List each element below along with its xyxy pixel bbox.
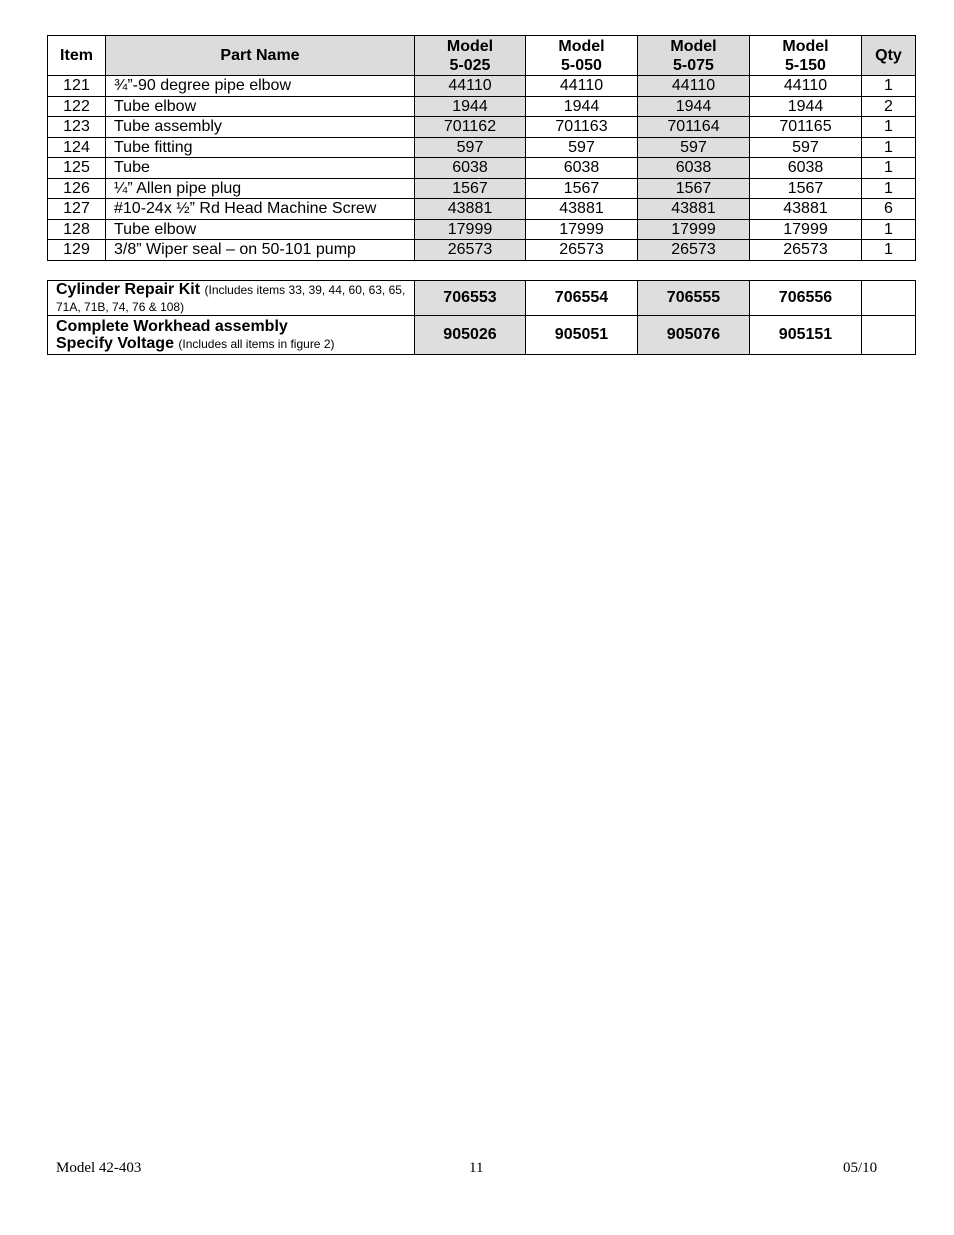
kit-model-1: 706553 xyxy=(415,281,526,316)
cell-model-2: 1567 xyxy=(526,178,638,199)
cell-qty: 1 xyxy=(862,219,916,240)
cell-model-2: 26573 xyxy=(526,240,638,261)
kit-model-3: 706555 xyxy=(638,281,750,316)
cell-item: 124 xyxy=(48,137,106,158)
kits-table xyxy=(47,280,916,355)
cell-model-3: 17999 xyxy=(638,219,750,240)
cell-model-3: 43881 xyxy=(638,199,750,220)
cell-item: 129 xyxy=(48,240,106,261)
cell-model-2: 44110 xyxy=(526,76,638,97)
cell-model-4: 26573 xyxy=(750,240,862,261)
kit-note: (Includes all items in figure 2) xyxy=(178,337,335,351)
cell-model-1: 597 xyxy=(415,137,526,158)
header-part-name: Part Name xyxy=(106,36,415,76)
cell-model-1: 1567 xyxy=(415,178,526,199)
cell-part-name: ¾”-90 degree pipe elbow xyxy=(106,76,415,97)
cell-part-name: Tube elbow xyxy=(106,219,415,240)
cell-qty: 1 xyxy=(862,158,916,179)
cell-model-3: 597 xyxy=(638,137,750,158)
cell-item: 127 xyxy=(48,199,106,220)
cell-model-2: 43881 xyxy=(526,199,638,220)
cell-qty: 2 xyxy=(862,96,916,117)
cell-model-1: 6038 xyxy=(415,158,526,179)
footer-page-number: 11 xyxy=(469,1160,484,1176)
cell-qty: 1 xyxy=(862,117,916,138)
table-header-row xyxy=(48,36,916,76)
kit-name-cell xyxy=(48,316,415,355)
kit-note: (Includes items 33, 39, 44, 60, 63, 65, 71A, 71B, 74, 76 & 108) xyxy=(56,283,406,314)
cell-qty: 6 xyxy=(862,199,916,220)
cell-model-1: 17999 xyxy=(415,219,526,240)
cell-part-name: 3/8” Wiper seal – on 50-101 pump xyxy=(106,240,415,261)
cell-item: 126 xyxy=(48,178,106,199)
cell-model-4: 43881 xyxy=(750,199,862,220)
kit-row-cylinder xyxy=(48,281,916,316)
footer-model: Model 42-403 xyxy=(56,1160,142,1176)
parts-table xyxy=(47,35,916,261)
header-qty: Qty xyxy=(862,36,916,76)
cell-model-1: 701162 xyxy=(415,117,526,138)
cell-qty: 1 xyxy=(862,178,916,199)
cell-model-2: 597 xyxy=(526,137,638,158)
cell-model-2: 17999 xyxy=(526,219,638,240)
cell-model-1: 1944 xyxy=(415,96,526,117)
cell-model-4: 1944 xyxy=(750,96,862,117)
kit-title-line1: Complete Workhead assembly xyxy=(56,318,288,335)
parts-body xyxy=(48,76,916,261)
kit-title: Specify Voltage xyxy=(56,335,174,352)
cell-model-2: 1944 xyxy=(526,96,638,117)
cell-model-4: 6038 xyxy=(750,158,862,179)
table-row xyxy=(48,96,916,117)
kit-model-2: 706554 xyxy=(526,281,638,316)
cell-part-name: #10-24x ½” Rd Head Machine Screw xyxy=(106,199,415,220)
table-row xyxy=(48,199,916,220)
cell-model-4: 1567 xyxy=(750,178,862,199)
cell-part-name: Tube elbow xyxy=(106,96,415,117)
kit-model-3: 905076 xyxy=(638,316,750,355)
cell-qty: 1 xyxy=(862,137,916,158)
cell-model-1: 26573 xyxy=(415,240,526,261)
header-model-3: Model 5-075 xyxy=(638,36,750,76)
cell-model-2: 6038 xyxy=(526,158,638,179)
header-model-1: Model 5-025 xyxy=(415,36,526,76)
cell-qty: 1 xyxy=(862,240,916,261)
cell-model-4: 701165 xyxy=(750,117,862,138)
kit-qty xyxy=(862,316,916,355)
table-row xyxy=(48,137,916,158)
kit-model-4: 905151 xyxy=(750,316,862,355)
table-row xyxy=(48,117,916,138)
cell-model-4: 44110 xyxy=(750,76,862,97)
cell-item: 123 xyxy=(48,117,106,138)
table-row xyxy=(48,240,916,261)
cell-item: 121 xyxy=(48,76,106,97)
cell-qty: 1 xyxy=(862,76,916,97)
cell-model-2: 701163 xyxy=(526,117,638,138)
cell-model-1: 43881 xyxy=(415,199,526,220)
table-row xyxy=(48,219,916,240)
kit-model-1: 905026 xyxy=(415,316,526,355)
cell-part-name: Tube assembly xyxy=(106,117,415,138)
kit-name-cell xyxy=(48,281,415,316)
table-row xyxy=(48,158,916,179)
kit-model-4: 706556 xyxy=(750,281,862,316)
cell-item: 128 xyxy=(48,219,106,240)
cell-model-3: 26573 xyxy=(638,240,750,261)
cell-part-name: Tube fitting xyxy=(106,137,415,158)
cell-model-3: 1567 xyxy=(638,178,750,199)
header-model-4: Model 5-150 xyxy=(750,36,862,76)
cell-model-4: 17999 xyxy=(750,219,862,240)
kit-title: Cylinder Repair Kit xyxy=(56,281,201,298)
cell-model-4: 597 xyxy=(750,137,862,158)
cell-model-3: 1944 xyxy=(638,96,750,117)
cell-model-1: 44110 xyxy=(415,76,526,97)
header-model-2: Model 5-050 xyxy=(526,36,638,76)
table-row xyxy=(48,76,916,97)
cell-part-name: ¼” Allen pipe plug xyxy=(106,178,415,199)
footer-date: 05/10 xyxy=(843,1160,878,1176)
table-row xyxy=(48,178,916,199)
kit-qty xyxy=(862,281,916,316)
kit-row-workhead xyxy=(48,316,916,355)
cell-model-3: 6038 xyxy=(638,158,750,179)
cell-item: 125 xyxy=(48,158,106,179)
cell-model-3: 44110 xyxy=(638,76,750,97)
kit-model-2: 905051 xyxy=(526,316,638,355)
cell-part-name: Tube xyxy=(106,158,415,179)
cell-item: 122 xyxy=(48,96,106,117)
header-item: Item xyxy=(48,36,106,76)
cell-model-3: 701164 xyxy=(638,117,750,138)
